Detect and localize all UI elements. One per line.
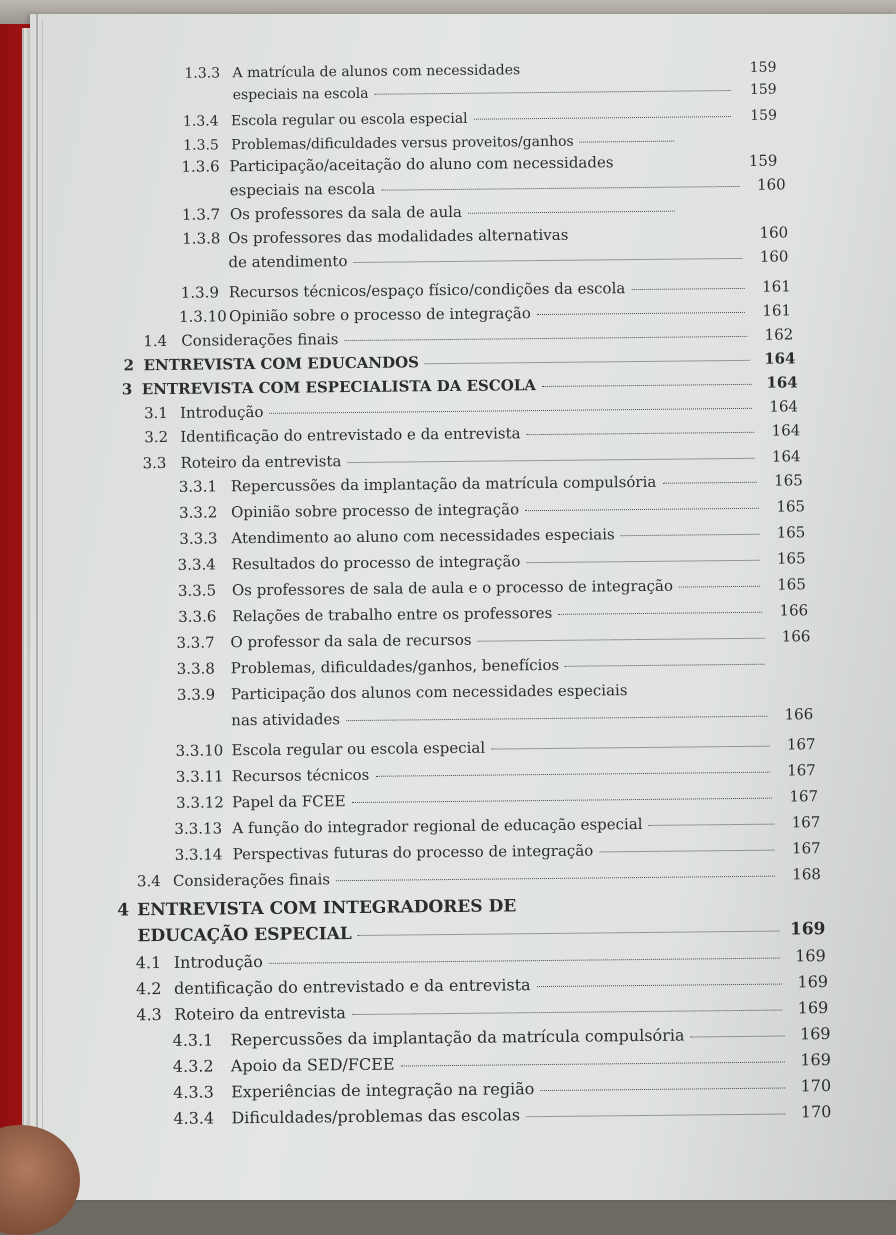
toc-entry-title: Papel da FCEE <box>232 794 346 810</box>
toc-entry-number: 1.3.5 <box>183 138 231 153</box>
toc-entry-title: Perspectivas futuras do processo de integração <box>233 844 594 863</box>
toc-entry-page: 164 <box>760 449 800 464</box>
toc-leader-dots <box>358 931 780 936</box>
toc-entry-title: ENTREVISTA COM INTEGRADORES DE <box>137 898 516 919</box>
toc-entry <box>174 815 820 837</box>
toc-leader-dots <box>269 958 780 964</box>
toc-leader-dots <box>526 560 759 563</box>
toc-leader-dots <box>580 141 675 143</box>
toc-entry-number: 4 <box>117 902 137 919</box>
toc-entry-title: Dificuldades/problemas das escolas <box>231 1107 520 1126</box>
toc-entry <box>176 629 810 651</box>
toc-leader-dots <box>565 664 765 667</box>
toc-entry-number: 3.3.2 <box>179 505 231 521</box>
toc-entry <box>183 109 777 129</box>
toc-entry <box>136 948 826 971</box>
toc-entry-title: Considerações finais <box>181 332 338 349</box>
toc-entry-page: 164 <box>760 423 800 438</box>
toc-entry-page: 159 <box>737 109 777 123</box>
toc-leader-dots <box>425 360 750 364</box>
toc-entry <box>185 83 777 103</box>
toc-entry-title: ENTREVISTA COM EDUCANDOS <box>143 355 419 373</box>
toc-entry-title: A função do integrador regional de educação especial <box>232 817 642 836</box>
toc-leader-dots <box>526 69 730 71</box>
toc-entry-title: de atendimento <box>228 254 347 270</box>
toc-leader-dots <box>542 384 752 387</box>
toc-entry-title: Considerações finais <box>173 872 330 889</box>
toc-entry-title: Escola regular ou escola especial <box>231 741 485 759</box>
toc-entry-number: 3.3.12 <box>176 795 232 811</box>
toc-leader-dots <box>401 1062 785 1067</box>
toc-entry-title: Os professores de sala de aula e o processo de integração <box>232 579 673 599</box>
toc-entry-title: Repercussões da implantação da matrícula compulsória <box>231 475 657 494</box>
toc-entry-title: Resultados do processo de integração <box>232 554 521 572</box>
toc-entry-title: Opinião sobre processo de integração <box>231 502 519 520</box>
toc-entry <box>178 577 806 599</box>
toc-entry-number: 4.2 <box>136 981 174 997</box>
toc-entry <box>179 499 805 521</box>
toc-entry-page: 165 <box>766 551 806 566</box>
toc-entry-number: 4.3.2 <box>173 1058 231 1075</box>
toc-entry-page: 166 <box>770 629 810 644</box>
toc-entry <box>182 249 788 270</box>
toc-leader-dots <box>540 1088 785 1092</box>
toc-entry-number: 3.4 <box>137 874 173 889</box>
toc-entry-page: 170 <box>791 1078 831 1094</box>
toc-entry-number: 4.1 <box>136 955 174 971</box>
toc-entry-title: Participação dos alunos com necessidades especiais <box>231 683 628 702</box>
toc-entry-page: 167 <box>778 789 818 804</box>
toc-entry-title: dentificação do entrevistado e da entrevista <box>174 977 531 997</box>
toc-entry-page: 160 <box>748 249 788 264</box>
toc-entry-page: 159 <box>736 61 776 75</box>
toc-entry-number: 3.3.8 <box>177 661 231 677</box>
toc-entry-page: 160 <box>748 225 788 240</box>
toc-entry-page: 169 <box>791 1052 831 1068</box>
toc-entry-title: Recursos técnicos/espaço físico/condições da escola <box>229 281 626 300</box>
toc-leader-dots <box>558 612 762 615</box>
toc-entry-number: 1.3.3 <box>184 66 232 81</box>
toc-leader-dots <box>474 116 731 120</box>
toc-entry <box>177 681 811 703</box>
toc-entry <box>183 133 720 153</box>
toc-entry <box>182 202 721 223</box>
toc-entry-number: 3.3.14 <box>175 847 233 863</box>
toc-entry-title: O professor da sala de recursos <box>230 633 471 651</box>
toc-entry-page: 165 <box>765 525 805 540</box>
toc-entry-title: Problemas/dificuldades versus proveitos/ganhos <box>231 135 574 153</box>
toc-entry-number: 4.3.1 <box>173 1032 231 1049</box>
toc-entry-number: 3.3.10 <box>175 743 231 759</box>
toc-leader-dots <box>375 772 769 777</box>
toc-entry-page: 169 <box>785 921 825 938</box>
toc-entry-number: 1.3.6 <box>181 159 229 175</box>
toc-entry <box>122 375 798 397</box>
toc-entry-title: Roteiro da entrevista <box>174 1005 346 1023</box>
toc-entry-number: 3.3.6 <box>178 609 232 625</box>
toc-leader-dots <box>649 824 775 826</box>
toc-entry <box>173 1052 831 1075</box>
toc-leader-dots <box>621 534 760 536</box>
toc-entry-number: 4.3.4 <box>173 1110 231 1127</box>
toc-leader-dots <box>526 1114 785 1118</box>
toc-entry <box>177 655 811 677</box>
toc-leader-dots <box>679 586 760 588</box>
toc-leader-dots <box>381 186 739 191</box>
toc-entry-title: especiais na escola <box>230 182 376 199</box>
toc-leader-dots <box>537 984 782 988</box>
toc-entry-number: 3.3.3 <box>179 531 231 547</box>
toc-entry-title: Experiências de integração na região <box>231 1081 534 1100</box>
toc-entry-page: 167 <box>781 841 821 856</box>
toc-entry-title: Atendimento ao aluno com necessidades especiais <box>231 527 614 546</box>
toc-entry-page: 159 <box>737 83 777 97</box>
toc-leader-dots <box>346 716 767 721</box>
toc-entry-number <box>185 99 233 100</box>
toc-entry <box>123 351 795 373</box>
toc-entry-number <box>177 725 231 726</box>
toc-entry <box>179 303 791 324</box>
toc-entry-title: Introdução <box>180 405 264 421</box>
toc-entry-title: Os professores da sala de aula <box>230 205 462 222</box>
toc-leader-dots <box>574 235 742 237</box>
toc-entry-title: Relações de trabalho entre os professores <box>232 606 552 624</box>
toc-entry <box>176 789 818 811</box>
toc-entry-number: 1.3.7 <box>182 207 230 223</box>
toc-leader-dots <box>599 850 774 853</box>
toc-entry <box>178 603 808 625</box>
toc-entry-number: 1.4 <box>143 334 181 349</box>
toc-entry <box>176 763 816 785</box>
toc-leader-dots <box>537 312 745 315</box>
toc-leader-dots <box>468 211 675 214</box>
toc-entry-title: Recursos técnicos <box>232 768 370 784</box>
toc-entry-title: Identificação do entrevistado e da entrevista <box>180 426 520 445</box>
toc-entry <box>182 177 786 198</box>
toc-entry-page: 170 <box>791 1104 831 1120</box>
toc-entry-page: 167 <box>776 763 816 778</box>
toc-entry-page: 166 <box>773 707 813 722</box>
toc-entry <box>181 154 777 175</box>
toc-entry <box>144 399 798 421</box>
toc-entry-number: 1.3.8 <box>182 231 228 246</box>
toc-entry-title: A matrícula de alunos com necessidades <box>232 63 520 80</box>
toc-entry-title: Participação/aceitação do aluno com necessidades <box>229 155 613 174</box>
toc-entry <box>117 895 821 919</box>
toc-leader-dots <box>620 163 732 164</box>
toc-leader-dots <box>353 258 742 263</box>
toc-entry <box>177 707 813 729</box>
toc-leader-dots <box>631 288 744 290</box>
toc-entry-number: 3.3.13 <box>174 821 232 837</box>
toc-entry-page: 161 <box>751 303 791 318</box>
toc-leader-dots <box>344 336 747 341</box>
toc-entry-page: 165 <box>763 473 803 488</box>
toc-entry-number: 1.3.4 <box>183 114 231 129</box>
toc-entry <box>175 737 815 759</box>
toc-leader-dots <box>690 1036 784 1038</box>
toc-entry-number <box>182 195 230 196</box>
toc-entry <box>181 279 791 300</box>
toc-entry-title: EDUCAÇÃO ESPECIAL <box>137 926 351 945</box>
toc-entry <box>144 423 800 445</box>
toc-entry <box>142 449 800 471</box>
toc-entry-page: 168 <box>781 867 821 882</box>
toc-leader-dots <box>352 1010 782 1016</box>
toc-leader-dots <box>336 876 775 882</box>
toc-entry-title: Opinião sobre o processo de integração <box>229 306 531 324</box>
toc-entry-page: 169 <box>788 1000 828 1016</box>
toc-entry-title: Os professores das modalidades alternativas <box>228 228 568 247</box>
toc-entry-number: 4.3 <box>136 1007 174 1023</box>
toc-entry-number: 1.3.10 <box>179 309 229 325</box>
toc-leader-dots <box>352 798 772 803</box>
toc-leader-dots <box>522 906 775 909</box>
toc-entry <box>182 225 788 246</box>
toc-entry-page: 169 <box>788 974 828 990</box>
toc-entry-title: especiais na escola <box>233 87 369 102</box>
toc-entry-title: Repercussões da implantação da matrícula compulsória <box>231 1028 685 1049</box>
toc-entry-page: 159 <box>737 154 777 169</box>
toc-entry-page: 165 <box>765 499 805 514</box>
toc-entry <box>175 841 821 863</box>
toc-leader-dots <box>269 408 752 414</box>
toc-entry <box>136 974 828 997</box>
toc-entry-page: 167 <box>775 737 815 752</box>
toc-leader-dots <box>478 638 765 642</box>
toc-entry <box>173 1104 831 1127</box>
toc-entry <box>179 525 805 547</box>
toc-entry-page: 161 <box>751 279 791 294</box>
toc-entry-number: 3.3.7 <box>176 635 230 651</box>
toc-entry-page: 164 <box>758 375 798 390</box>
toc-entry-number: 2 <box>123 358 143 373</box>
toc-entry-number: 3.3.9 <box>177 687 231 703</box>
toc-leader-dots <box>527 432 755 435</box>
toc-leader-dots <box>525 508 759 511</box>
toc-entry-page: 164 <box>758 399 798 414</box>
toc-leader-dots <box>662 482 756 484</box>
toc-entry-page: 169 <box>790 1026 830 1042</box>
toc-entry <box>173 1026 831 1049</box>
toc-entry-number: 3.3.11 <box>176 769 232 785</box>
toc-entry <box>136 1000 828 1023</box>
toc-entry-page: 166 <box>768 603 808 618</box>
toc-entry-title: Introdução <box>174 954 263 971</box>
toc-entry-number: 3 <box>122 382 142 397</box>
toc-entry-number: 3.1 <box>144 406 180 421</box>
toc-entry <box>179 473 803 495</box>
toc-leader-dots <box>375 90 731 95</box>
toc-entry-title: nas atividades <box>231 712 340 728</box>
toc-entry <box>143 327 793 349</box>
toc-entry <box>137 867 821 889</box>
toc-entry-page: 169 <box>786 948 826 964</box>
toc-entry-number: 3.3.5 <box>178 583 232 599</box>
toc-entry-title: Problemas, dificuldades/ganhos, benefícios <box>231 658 560 676</box>
toc-entry-number: 4.3.3 <box>173 1084 231 1101</box>
toc-entry-page: 162 <box>753 327 793 342</box>
toc-entry-number: 3.2 <box>144 430 180 445</box>
toc-leader-dots <box>491 746 769 750</box>
toc-entry-page: 160 <box>746 177 786 192</box>
toc-entry <box>184 61 776 81</box>
toc-entry-number: 3.3 <box>142 456 180 471</box>
toc-entry-title: Roteiro da entrevista <box>180 454 341 471</box>
toc-entry-number: 1.3.9 <box>181 285 229 301</box>
toc-entry-title: Apoio da SED/FCEE <box>231 1057 395 1075</box>
toc-entry <box>117 921 825 945</box>
toc-entry <box>178 551 806 573</box>
toc-leader-dots <box>633 691 764 692</box>
toc-entry-number: 3.3.4 <box>178 557 232 573</box>
toc-entry-title: Escola regular ou escola especial <box>231 112 468 128</box>
toc-entry-page: 167 <box>780 815 820 830</box>
toc-entry-title: ENTREVISTA COM ESPECIALISTA DA ESCOLA <box>142 378 536 397</box>
toc-entry-page: 164 <box>755 351 795 366</box>
toc-entry-number: 3.3.1 <box>179 479 231 495</box>
toc-leader-dots <box>347 458 754 463</box>
toc-entry-page: 165 <box>766 577 806 592</box>
toc-entry <box>173 1078 831 1101</box>
